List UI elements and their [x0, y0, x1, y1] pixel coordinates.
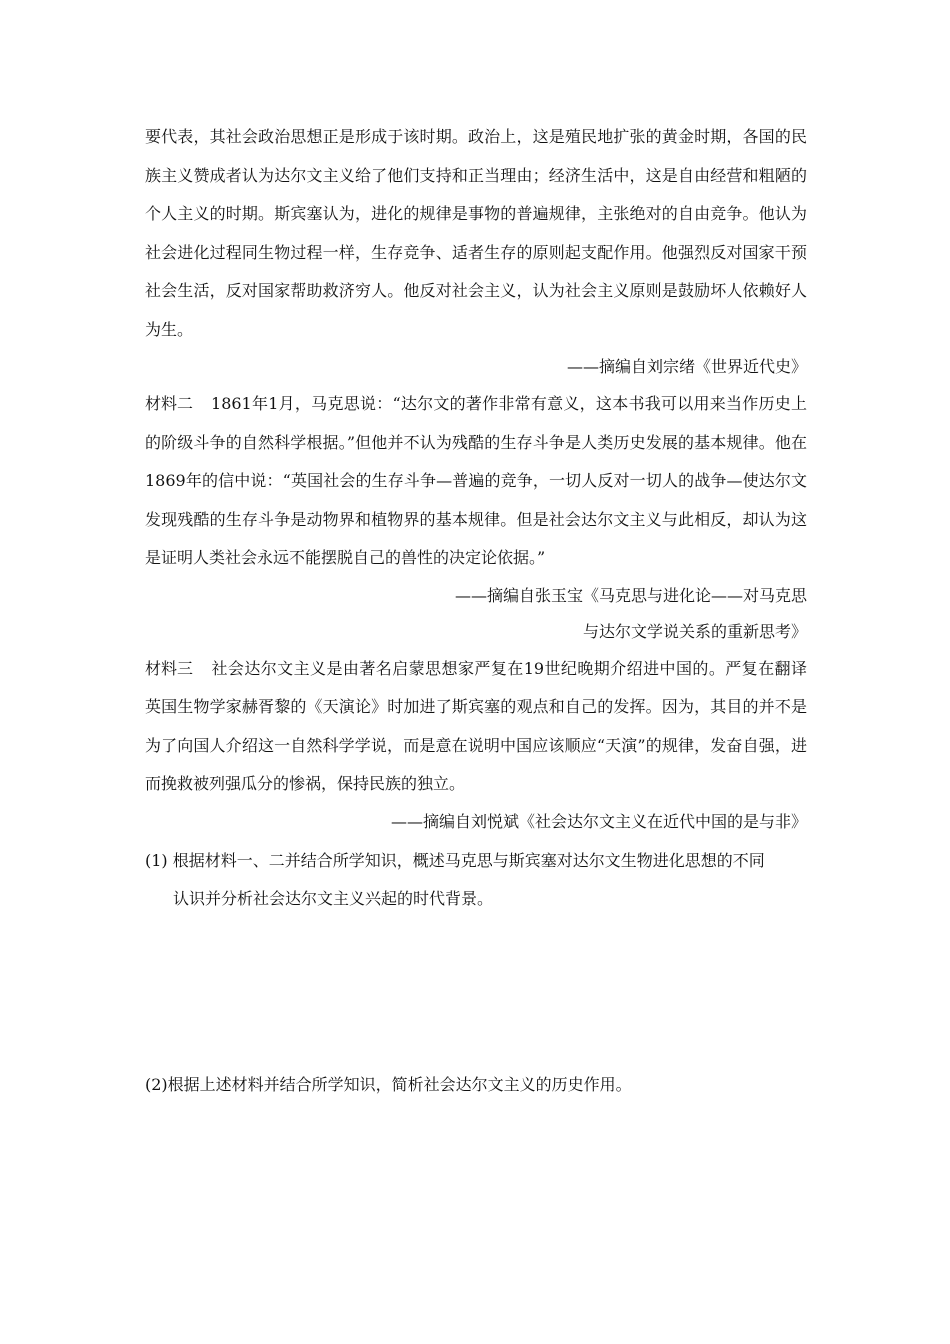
material-three-paragraph — [145, 650, 807, 804]
question-one — [145, 842, 807, 918]
material-three-source: ——摘编自刘悦斌《社会达尔文主义在近代中国的是与非》 — [390, 811, 807, 831]
material-two-label: 材料二 — [145, 394, 194, 413]
material-two-paragraph — [145, 385, 807, 578]
question-one-line2: 认识并分析社会达尔文主义兴起的时代背景。 — [173, 888, 494, 908]
document-body — [145, 118, 807, 1104]
material-one-text: 要代表，其社会政治思想正是形成于该时期。政治上，这是殖民地扩张的黄金时期，各国的民族主义赞成者认为达尔文主义给了他们支持和正当理由；经济生活中，这是自由经营和粗陋的个人主义的时期。斯宾塞认为，进化的规律是事物的普遍规律，主张绝对的自由竞争。他认为社会进化过程同生物过程一样，生存竞争、适者生存的原则起支配作用。他强烈反对国家干预社会生活，反对国家帮助救济穷人。他反对社会主义，认为社会主义原则是鼓励坏人依赖好人为生。 — [145, 127, 807, 339]
question-one-line1: (1) 根据材料一、二并结合所学知识，概述马克思与斯宾塞对达尔文生物进化思想的不同 — [145, 850, 765, 870]
material-one-source: ——摘编自刘宗绪《世界近代史》 — [566, 357, 807, 376]
question-two: (2)根据上述材料并结合所学知识，简析社会达尔文主义的历史作用。 — [145, 1074, 632, 1094]
material-two-source-line1: ——摘编自张玉宝《马克思与进化论——对马克思 — [454, 585, 807, 605]
material-two-source-line2: 与达尔文学说关系的重新思考》 — [582, 621, 807, 641]
material-three-label: 材料三 — [145, 658, 194, 678]
material-three-text: 社会达尔文主义是由著名启蒙思想家严复在19世纪晚期介绍进中国的。严复在翻译英国生物学家赫胥黎的《天演论》时加进了斯宾塞的观点和自己的发挥。因为，其目的并不是为了向国人介绍这一自然科学学说，而是意在说明中国应该顺应“天演”的规律，发奋自强，进而挽救被列强瓜分的惨祸，保持民族的独立。 — [145, 658, 807, 793]
material-two-text: 1861年1月，马克思说：“达尔文的著作非常有意义，这本书我可以用来当作历史上的阶级斗争的自然科学根据。”但他并不认为残酷的生存斗争是人类历史发展的基本规律。他在1869年的信中说：“英国社会的生存斗争—普遍的竞争，一切人反对一切人的战争—使达尔文发现残酷的生存斗争是动物界和植物界的基本规律。但是社会达尔文主义与此相反，却认为这是证明人类社会永远不能摆脱自己的兽性的决定论依据。” — [145, 394, 807, 567]
